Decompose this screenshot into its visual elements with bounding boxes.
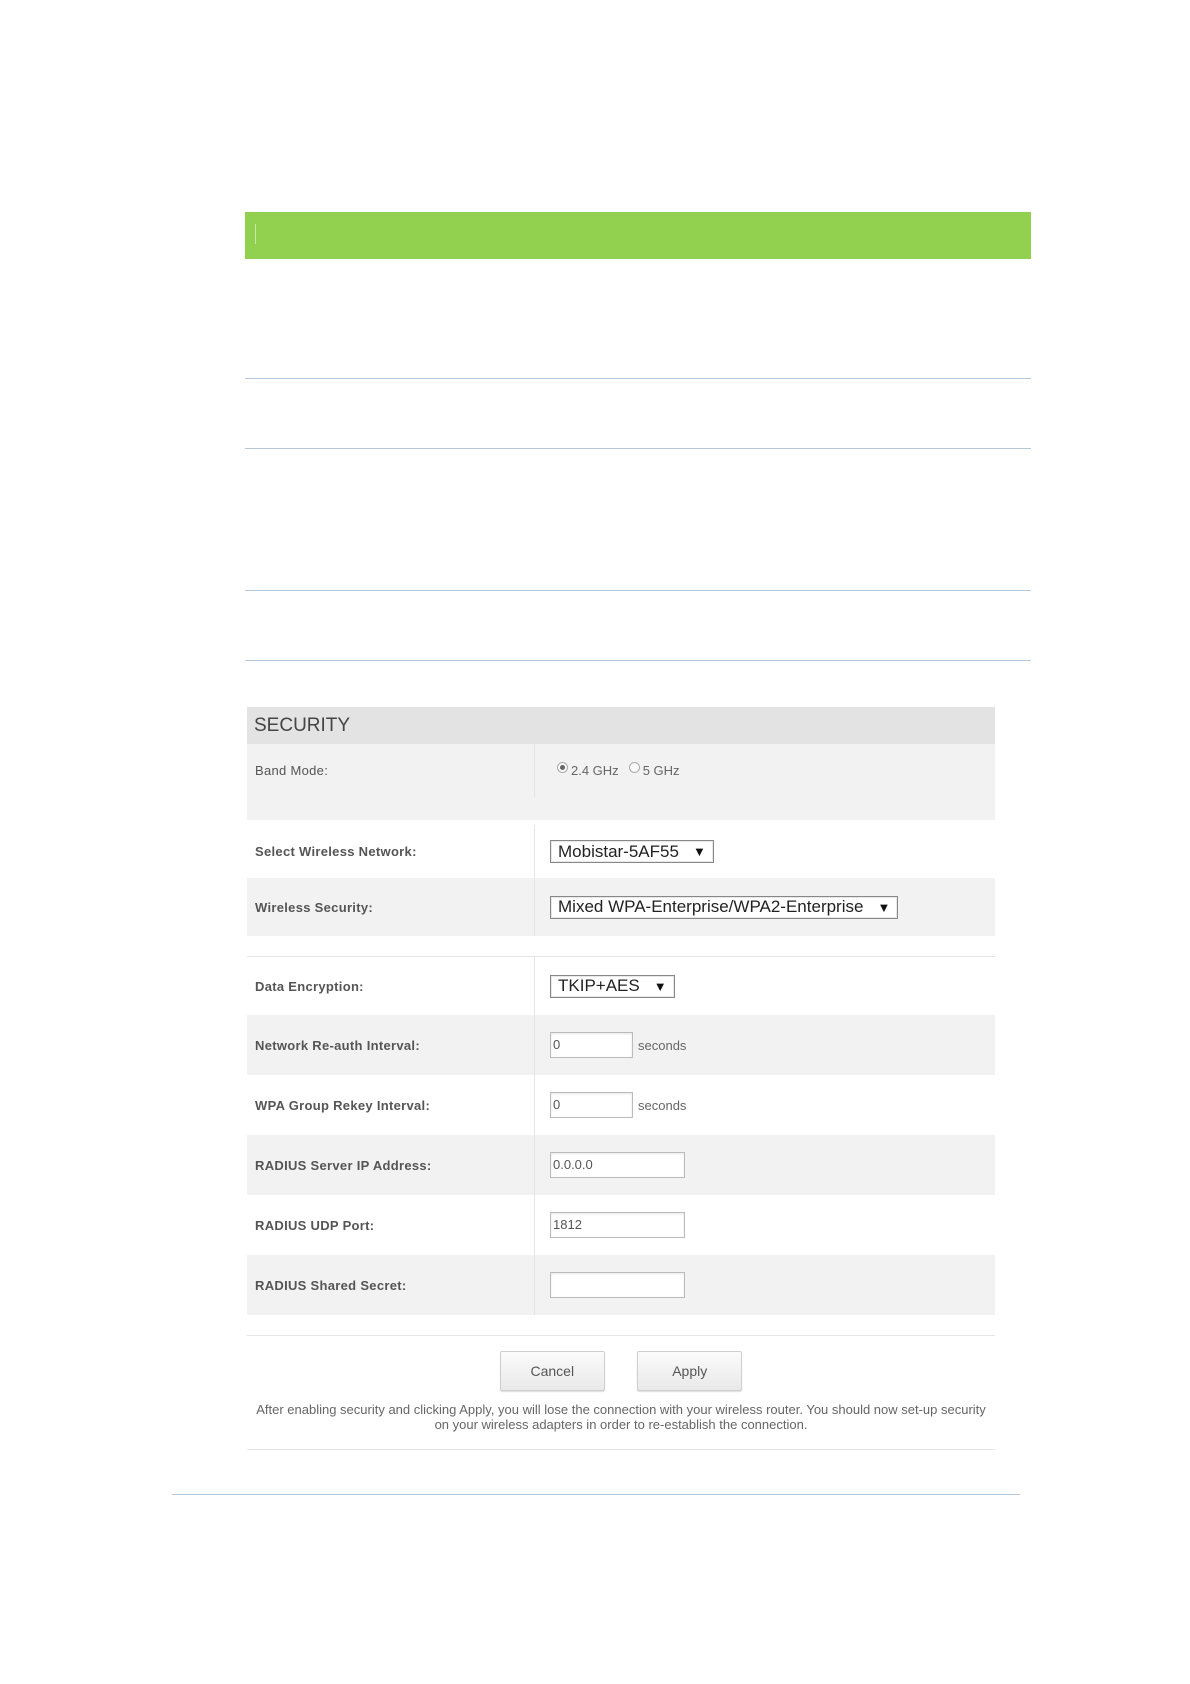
security-warning-note: After enabling security and clicking Apply, you will lose the connection with your wireless router. You should now set-up security on your wireless adapters in order to re-establish the connection. [256, 1402, 986, 1432]
spacer [247, 936, 995, 956]
band-radio-24[interactable] [557, 763, 619, 778]
wireless-security-value: Mixed WPA-Enterprise/WPA2-Enterprise [558, 897, 864, 916]
radius-secret-input[interactable] [550, 1272, 685, 1298]
radius-ip-input[interactable]: 0.0.0.0 [550, 1152, 685, 1178]
data-encryption-select[interactable] [550, 975, 675, 998]
group-rekey-unit: seconds [638, 1097, 687, 1113]
reauth-interval-label: Network Re-auth Interval: [255, 1037, 420, 1053]
wireless-network-row [247, 825, 995, 878]
wireless-security-select[interactable] [550, 896, 898, 919]
group-rekey-input[interactable]: 0 [550, 1092, 633, 1118]
radius-secret-label: RADIUS Shared Secret: [255, 1277, 407, 1293]
band-option-label: 5 GHz [642, 763, 680, 778]
wireless-network-label: Select Wireless Network: [255, 844, 417, 859]
data-encryption-value: TKIP+AES [558, 976, 640, 995]
divider-line [172, 1494, 1020, 1495]
dropdown-arrow-icon: ▼ [692, 844, 706, 859]
band-mode-row [247, 744, 995, 797]
radio-unselected-icon [629, 762, 640, 773]
apply-button[interactable]: Apply [637, 1351, 742, 1391]
divider-line [245, 590, 1031, 591]
security-panel [247, 707, 995, 1450]
header-bar [245, 212, 1031, 259]
data-encryption-row [247, 957, 995, 1015]
divider-line [245, 448, 1031, 449]
form-footer [247, 1336, 995, 1449]
section-separator [247, 1449, 995, 1450]
radius-ip-row [247, 1135, 995, 1195]
radius-ip-label: RADIUS Server IP Address: [255, 1157, 432, 1173]
radius-port-input[interactable]: 1812 [550, 1212, 685, 1238]
band-option-label: 2.4 GHz [571, 763, 619, 778]
panel-title: SECURITY [247, 707, 995, 744]
spacer [247, 1315, 995, 1335]
dropdown-arrow-icon: ▼ [877, 899, 891, 915]
spacer [247, 797, 995, 820]
wireless-security-row [247, 878, 995, 936]
band-mode-label: Band Mode: [255, 763, 329, 778]
group-rekey-row [247, 1075, 995, 1135]
reauth-interval-unit: seconds [638, 1037, 687, 1053]
reauth-interval-input[interactable]: 0 [550, 1032, 633, 1058]
wireless-security-label: Wireless Security: [255, 899, 374, 915]
band-mode-options [534, 744, 995, 797]
divider-line [245, 660, 1031, 661]
wireless-network-value: Mobistar-5AF55 [558, 841, 679, 861]
dropdown-arrow-icon: ▼ [653, 978, 667, 994]
radius-port-row [247, 1195, 995, 1255]
divider-line [245, 378, 1031, 379]
wireless-network-select[interactable] [550, 840, 714, 863]
radio-selected-icon [557, 762, 568, 773]
group-rekey-label: WPA Group Rekey Interval: [255, 1097, 431, 1113]
cancel-button[interactable]: Cancel [500, 1351, 605, 1391]
data-encryption-label: Data Encryption: [255, 978, 364, 994]
radius-port-label: RADIUS UDP Port: [255, 1217, 375, 1233]
radius-secret-row [247, 1255, 995, 1315]
band-radio-5[interactable] [629, 763, 680, 778]
reauth-interval-row [247, 1015, 995, 1075]
